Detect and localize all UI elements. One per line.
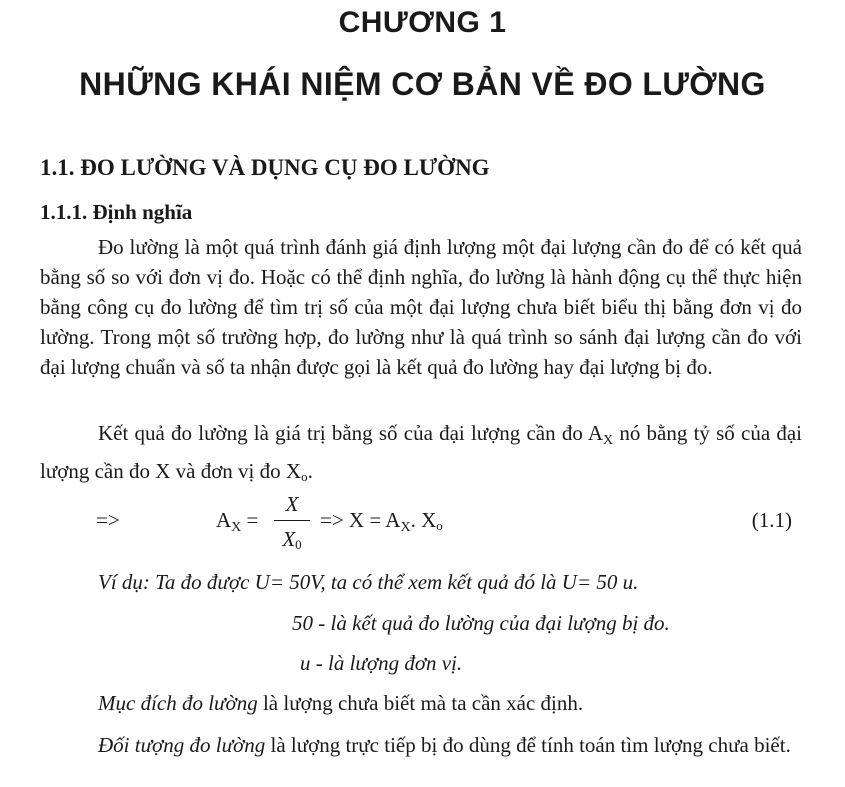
purpose-paragraph [40, 688, 802, 718]
chapter-title: NHỮNG KHÁI NIỆM CƠ BẢN VỀ ĐO LƯỜNG [79, 66, 766, 102]
result-subscript-o: o [301, 469, 308, 484]
fraction-denominator: X0 [282, 527, 302, 552]
formula-fraction [274, 490, 310, 553]
object-term: Đối tượng đo lường [98, 733, 266, 757]
example-line-1: Ví dụ: Ta đo được U= 50V, ta có thể xem kết quả đó là U= 50 u. [98, 570, 639, 594]
example-line-3: u - là lượng đơn vị. [300, 651, 463, 675]
object-paragraph [40, 730, 802, 760]
object-text: là lượng trực tiếp bị đo dùng để tính toán tìm lượng chưa biết. [265, 733, 791, 757]
example-line-2: 50 - là kết quả đo lường của đại lượng bị đo. [292, 611, 670, 635]
fraction-bar [274, 520, 310, 521]
equation-number: (1.1) [751, 508, 792, 532]
implies-arrow: => [96, 508, 120, 532]
result-text-part2: nó bằng tỷ số của đại lượng cần đo X và đơn vị đo X [40, 421, 802, 483]
purpose-term: Mục đích đo lường [98, 691, 258, 715]
subsection-heading: 1.1.1. Định nghĩa [40, 200, 193, 224]
definition-text: Đo lường là một quá trình đánh giá định lượng một đại lượng cần đo để có kết quả bằng số so với đơn vị đo. Hoặc có thể định nghĩa, đo lường là hành động cụ thể thực hiện bằng công cụ đo lường để tìm trị số của một đại lượng chưa biết biểu thị bằng đơn vị đo lường. Trong một số trường hợp, đo lường như là quá trình so sánh đại lượng cần đo với đại lượng chuẩn và số ta nhận được gọi là kết quả đo lường hay đại lượng bị đo. [40, 235, 802, 379]
definition-paragraph [40, 232, 802, 382]
formula-lhs: $A_X$ = [216, 508, 259, 535]
result-text-part1: Kết quả đo lường là giá trị bằng số của đại lượng cần đo A [98, 421, 604, 445]
result-subscript-x: X [603, 433, 614, 448]
result-paragraph [40, 418, 802, 492]
result-text-part3: . [307, 459, 313, 483]
fraction-numerator: X [285, 492, 299, 516]
section-heading: 1.1. ĐO LƯỜNG VÀ DỤNG CỤ ĐO LƯỜNG [40, 155, 490, 180]
chapter-label: CHƯƠNG 1 [338, 6, 507, 39]
formula-1-1 [40, 490, 792, 560]
purpose-text: là lượng chưa biết mà ta cần xác định. [257, 691, 584, 715]
formula-rhs: => $X = A_X$. Xo [320, 508, 443, 535]
